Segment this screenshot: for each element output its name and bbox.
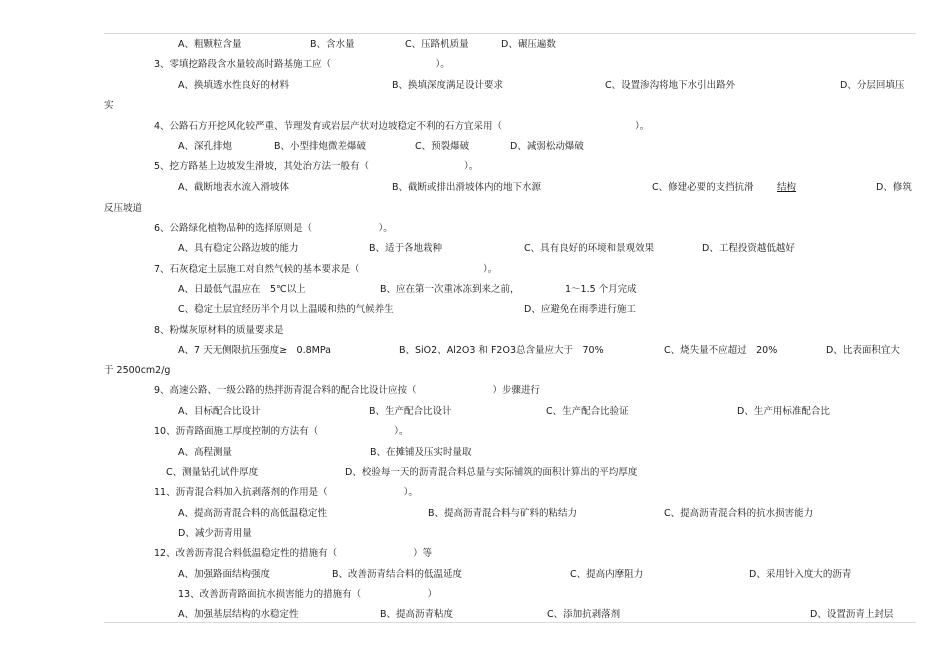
option-row <box>0 140 950 154</box>
wrap-text <box>104 99 114 113</box>
option-a: A、高程测量 <box>178 447 232 458</box>
top-rule <box>104 33 916 34</box>
option-row <box>0 405 950 419</box>
option-row <box>0 446 950 460</box>
option-c: C、提高内摩阻力 <box>570 569 644 580</box>
option-c: C、具有良好的环境和景观效果 <box>524 243 655 254</box>
question-row <box>154 425 408 439</box>
question-text: 10、沥青路面施工厚度控制的方法有（ ）。 <box>154 426 409 437</box>
question-text: 7、石灰稳定土层施工对自然气候的基本要求是（ ）。 <box>154 264 498 275</box>
option-b: B、在摊铺及压实时量取 <box>370 447 472 458</box>
option-row <box>0 283 950 297</box>
option-c: C、提高沥青混合料的抗水损害能力 <box>664 508 814 519</box>
option-d: D、减弱松动爆破 <box>510 141 584 152</box>
option-d: D、设置沥青上封层 <box>810 609 894 620</box>
option-a: A、深孔排炮 <box>178 141 232 152</box>
option-b: B、生产配合比设计 <box>369 406 452 417</box>
option-row <box>0 344 950 358</box>
option-b: B、小型排炮微差爆破 <box>274 141 367 152</box>
question-text: 12、改善沥青混合料低温稳定性的措施有（ ）等 <box>154 548 433 559</box>
option-d: D、应避免在雨季进行施工 <box>524 304 636 315</box>
option-b: B、提高沥青粘度 <box>380 609 454 620</box>
option-c: C、添加抗剥落剂 <box>547 609 621 620</box>
option-a: A、提高沥青混合料的高低温稳定性 <box>178 508 327 519</box>
question-text: 8、粉煤灰原材料的质量要求是 <box>154 325 284 336</box>
option-d: D、校验每一天的沥青混合料总量与实际铺筑的面积计算出的平均厚度 <box>345 467 638 478</box>
option-a: A、粗颗粒含量 <box>178 39 242 50</box>
option-a: A、日最低气温应在 5℃以上 <box>178 284 306 295</box>
question-row <box>154 222 393 236</box>
question-text: 6、公路绿化植物品种的选择原则是（ ）。 <box>154 223 393 234</box>
option-row <box>0 38 950 52</box>
option-d: D、碾压遍数 <box>501 39 556 50</box>
option-b: B、应在第一次重冰冻到来之前， <box>380 284 520 295</box>
question-row <box>154 58 450 72</box>
option-c: C、测量钻孔试件厚度 <box>166 467 259 478</box>
option-b: B、适于各地栽种 <box>369 243 443 254</box>
option-d: D、采用针入度大的沥青 <box>749 569 852 580</box>
option-row <box>0 608 950 622</box>
option-a: A、具有稳定公路边坡的能力 <box>178 243 299 254</box>
option-b: B、截断或排出滑坡体内的地下水源 <box>392 182 542 193</box>
question-row <box>154 384 540 398</box>
question-row <box>154 547 432 561</box>
question-row <box>154 120 649 134</box>
option-d: D、分层回填压 <box>840 80 905 91</box>
wrap-text <box>104 364 170 378</box>
option-row <box>0 181 950 195</box>
option-c: C、设置渗沟将地下水引出路外 <box>605 80 736 91</box>
wrap-text-content: 于 2500cm2/g <box>104 365 171 376</box>
option-a: A、加强路面结构强度 <box>178 569 270 580</box>
question-text: 13、改善沥青路面抗水损害能力的措施有（ ） <box>178 589 438 600</box>
option-a: A、截断地表水流入滑坡体 <box>178 182 289 193</box>
option-b: B、含水量 <box>310 39 355 50</box>
option-c: C、稳定土层宜经历半个月以上温暖和热的气候养生 <box>178 304 394 315</box>
wrap-text-content: 实 <box>104 100 114 111</box>
option-a: A、加强基层结构的水稳定性 <box>178 609 299 620</box>
question-row <box>154 263 497 277</box>
option-row <box>0 527 950 541</box>
option-d: D、减少沥青用量 <box>178 528 252 539</box>
option-a: A、7 天无侧限抗压强度≥ 0.8MPa <box>178 345 331 356</box>
question-row <box>154 324 284 338</box>
option-row <box>0 79 950 93</box>
question-row <box>154 486 418 500</box>
option-a: A、换填透水性良好的材料 <box>178 80 289 91</box>
option-b: B、改善沥青结合料的低温延度 <box>332 569 463 580</box>
option-row <box>0 507 950 521</box>
option-b-cont: 1～1.5 个月完成 <box>565 284 637 295</box>
option-c: C、烧失量不应超过 20% <box>664 345 778 356</box>
option-d: D、比表面积宜大 <box>826 345 900 356</box>
option-a: A、目标配合比设计 <box>178 406 261 417</box>
bottom-rule <box>104 622 916 623</box>
option-row <box>0 568 950 582</box>
option-d: D、生产用标准配合比 <box>737 406 830 417</box>
option-c: C、预裂爆破 <box>415 141 470 152</box>
question-text: 11、沥青混合料加入抗剥落剂的作用是（ ）。 <box>154 487 418 498</box>
question-text: 4、公路石方开挖风化较严重、节理发育或岩层产状对边坡稳定不利的石方宜采用（ ）。 <box>154 121 650 132</box>
option-c: C、压路机质量 <box>405 39 469 50</box>
question-row <box>178 588 437 602</box>
wrap-text <box>104 202 142 216</box>
option-c: C、生产配合比验证 <box>546 406 629 417</box>
question-text: 3、零填挖路段含水量较高时路基施工应（ ）。 <box>154 59 450 70</box>
option-row <box>0 303 950 317</box>
option-b: B、提高沥青混合料与矿料的粘结力 <box>428 508 578 519</box>
option-c: C、修建必要的支挡抗滑 <box>652 182 754 193</box>
option-row <box>0 466 950 480</box>
option-d: D、修筑 <box>876 182 912 193</box>
question-text: 9、高速公路、一级公路的热拌沥青混合料的配合比设计应按（ ）步骤进行 <box>154 385 541 396</box>
wrap-text-content: 反压坡道 <box>104 203 143 214</box>
option-row <box>0 242 950 256</box>
question-text: 5、挖方路基上边坡发生滑坡，其处治方法一般有（ ）。 <box>154 161 479 172</box>
option-b: B、SiO2、Al2O3 和 F2O3总含量应大于 70% <box>399 345 604 356</box>
question-row <box>154 160 478 174</box>
option-c-underlined: 结构 <box>777 182 797 193</box>
option-b: B、换填深度满足设计要求 <box>392 80 504 91</box>
option-d: D、工程投资越低越好 <box>702 243 795 254</box>
